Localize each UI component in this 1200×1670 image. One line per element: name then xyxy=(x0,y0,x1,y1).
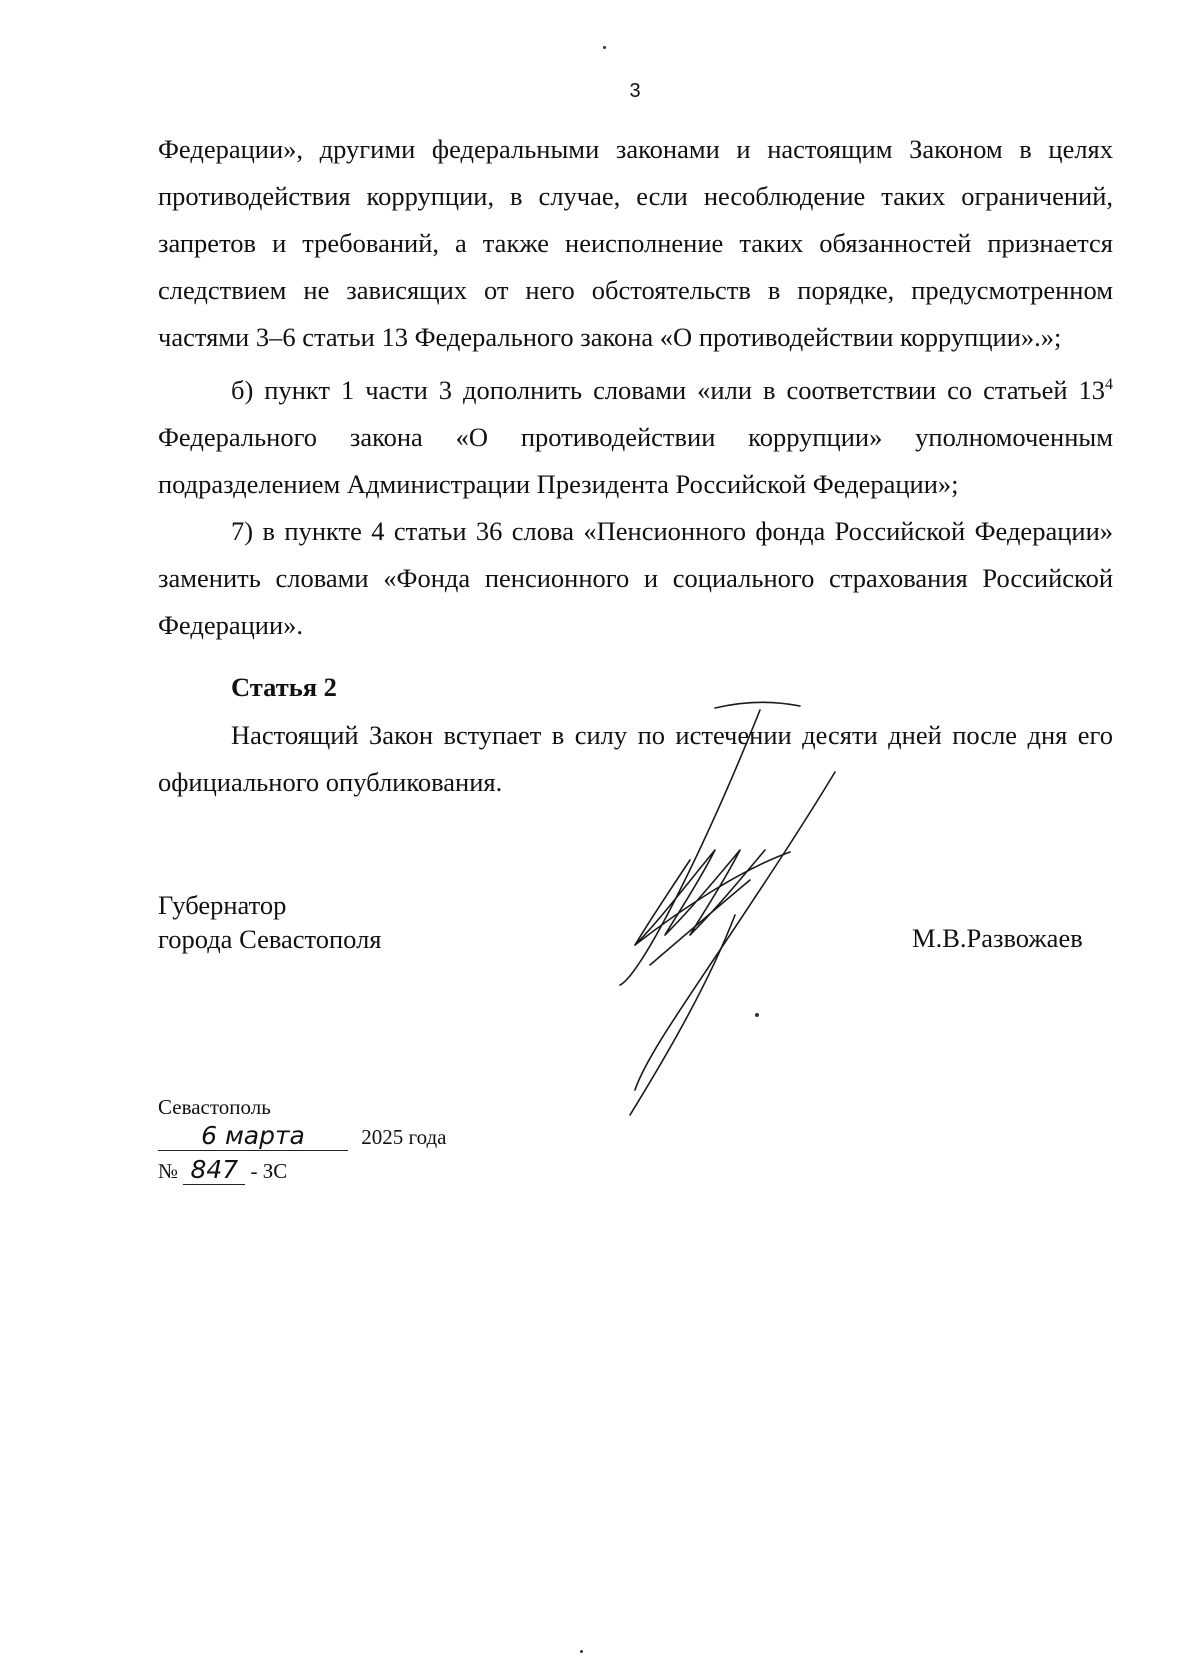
signing-year: 2025 года xyxy=(361,1125,447,1149)
law-number-row xyxy=(158,1156,447,1190)
signatory-name: М.В.Развожаев xyxy=(912,923,1083,953)
article-heading: Статья 2 xyxy=(231,672,337,702)
law-number-suffix: - ЗС xyxy=(250,1159,288,1183)
signing-details xyxy=(158,1092,447,1190)
signing-date-row xyxy=(158,1122,447,1156)
signatory-title-line2: города Севастополя xyxy=(158,924,382,954)
number-sign: № xyxy=(158,1159,179,1183)
signatory-title-line1: Губернатор xyxy=(158,890,287,920)
scan-dot xyxy=(580,1650,583,1653)
paragraph-item-b xyxy=(158,361,1113,508)
article-text: Настоящий Закон вступает в силу по истечении десяти дней после дня его официального опубликования. xyxy=(158,720,1113,797)
handwritten-signature xyxy=(590,700,890,1130)
paragraph-item-b-text-cont: Федерального закона «О противодействии коррупции» уполномоченным подразделением Администрации Президента Российской Федерации»; xyxy=(158,421,1113,499)
handwritten-date: 6 марта xyxy=(158,1122,348,1151)
scan-dot xyxy=(755,1013,759,1017)
document-body xyxy=(158,126,1113,649)
paragraph-continuation: Федерации», другими федеральными законами и настоящим Законом в целях противодействия коррупции, в случае, если несоблюдение таких ограничений, запретов и требований, а также неисполнение таких обязанностей признается следствием не зависящих от него обстоятельств в порядке, предусмотренном частями 3–6 статьи 13 Федерального закона «О противодействии коррупции».»; xyxy=(158,134,1113,352)
article-superscript: 4 xyxy=(1105,376,1113,393)
page-number: 3 xyxy=(629,80,641,102)
handwritten-number: 847 xyxy=(183,1156,245,1185)
signing-city: Севастополь xyxy=(158,1095,271,1119)
paragraph-item-b-text: б) пункт 1 части 3 дополнить словами «или в соответствии со статьей 13 xyxy=(231,374,1105,405)
paragraph-item-7: 7) в пункте 4 статьи 36 слова «Пенсионного фонда Российской Федерации» заменить словами «Фонда пенсионного и социального страхования Российской Федерации». xyxy=(158,515,1113,640)
signatory-title xyxy=(158,888,382,956)
scan-dot xyxy=(603,46,606,49)
